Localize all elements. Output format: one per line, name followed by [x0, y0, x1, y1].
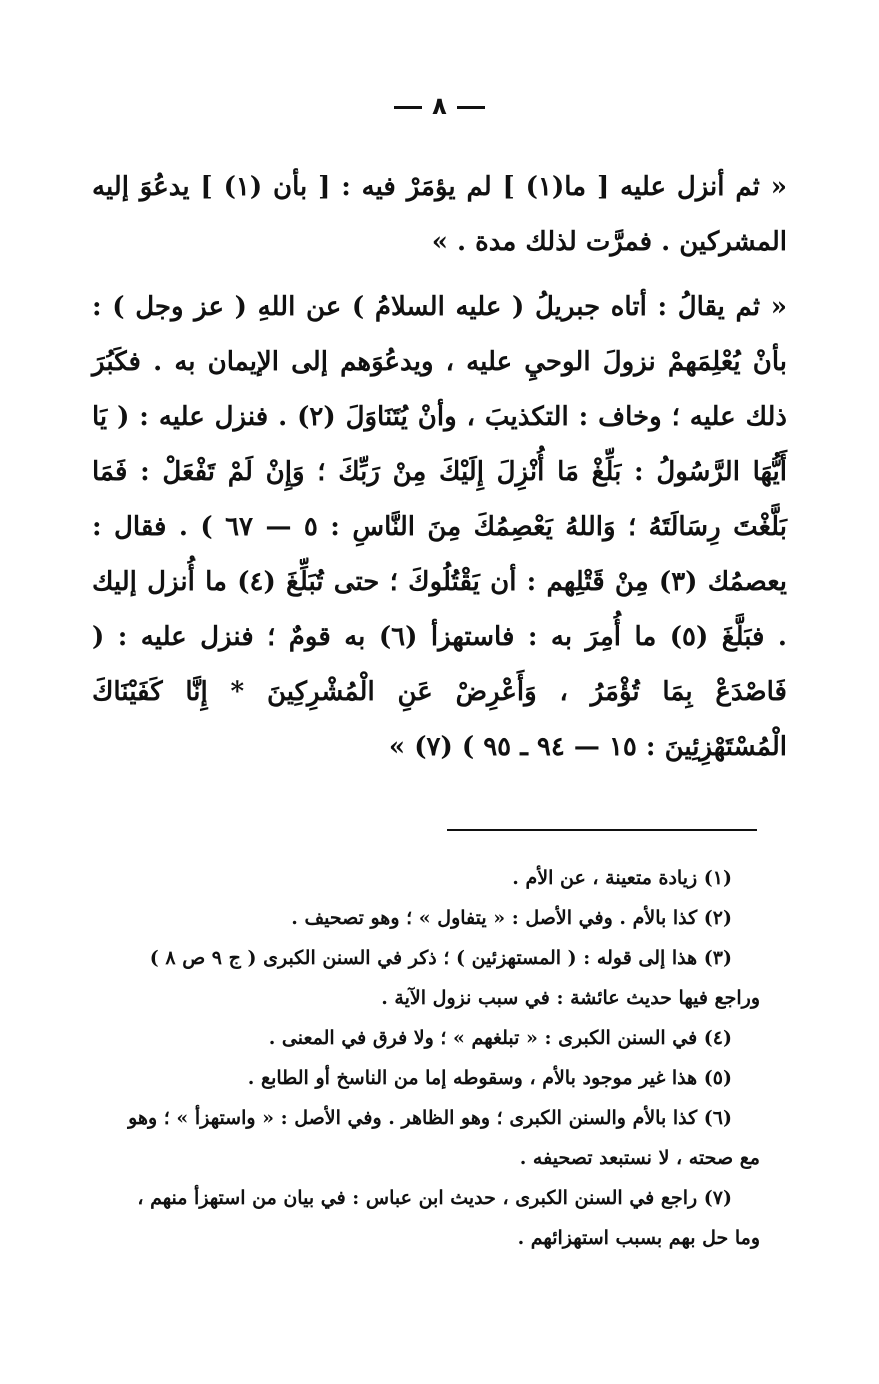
footnote-5-text: (٥) هذا غير موجود بالأم ، وسقوطه إما من الناسخ أو الطابع . [247, 1067, 732, 1089]
footnote-1 [72, 858, 732, 898]
page-number-value: ٨ [432, 92, 447, 120]
footnote-2 [72, 898, 732, 938]
footnote-1-text: (١) زيادة متعينة ، عن الأم . [512, 867, 732, 889]
main-text [92, 160, 787, 785]
footnote-2-text: (٢) كذا بالأم . وفي الأصل : « يتفاول » ؛ وهو تصحيف . [291, 907, 732, 929]
footnote-7 [72, 1178, 760, 1258]
footnotes [72, 858, 760, 1258]
page-number-dash-left [394, 106, 422, 109]
footnote-3-continuation: وراجع فيها حديث عائشة : في سبب نزول الآية . [381, 987, 760, 1009]
footnote-5 [72, 1058, 732, 1098]
footnote-4 [72, 1018, 732, 1058]
page-number-dash-right [457, 106, 485, 109]
paragraph-2: « ثم يقالُ : أتاه جبريلُ ( عليه السلامُ ) عن اللهِ ( عز وجل ) : بأنْ يُعْلِمَهمْ نزولَ الوحيِ عليه ، ويدعُوَهم إلى الإيمان به . فكَبُرَ ذلك عليه ؛ وخاف : التكذيبَ ، وأنْ يُتَنَاوَلَ (٢) . فنزل عليه : ( يَا أَيُّهَا الرَّسُولُ : بَلِّغْ مَا أُنْزِلَ إِلَيْكَ مِنْ رَبِّكَ ؛ وَإِنْ لَمْ تَفْعَلْ : فَمَا بَلَّغْتَ رِسَالَتَهُ ؛ وَاللهُ يَعْصِمُكَ مِنَ النَّاسِ : ٥ — ٦٧ ) . فقال : يعصمُك (٣) مِنْ قَتْلِهم : أن يَقْتُلُوكَ ؛ حتى تُبَلِّغَ (٤) ما أُنزل إليك . فبَلَّغَ (٥) ما أُمِرَ به : فاستهزأ (٦) به قومٌ ؛ فنزل عليه : ( فَاصْدَعْ بِمَا تُؤْمَرُ ، وَأَعْرِضْ عَنِ الْمُشْرِكِينَ * إِنَّا كَفَيْنَاكَ الْمُسْتَهْزِئِينَ : ١٥ — ٩٤ ـ ٩٥ ) (٧) » [92, 292, 787, 762]
page-number [0, 92, 879, 120]
footnote-6-text: (٦) كذا بالأم والسنن الكبرى ؛ وهو الظاهر . وفي الأصل : « واستهزأ » ؛ وهو [128, 1107, 732, 1129]
footnote-7-text: (٧) راجع في السنن الكبرى ، حديث ابن عباس : في بيان من استهزأ منهم ، [137, 1187, 732, 1209]
footnote-divider [447, 829, 757, 831]
footnote-6 [72, 1098, 760, 1178]
footnote-3 [72, 938, 760, 1018]
paragraph-1: « ثم أنزل عليه [ ما(١) ] لم يؤمَرْ فيه : [ بأن (١) ] يدعُوَ إليه المشركين . فمرَّت لذلك مدة . » [92, 172, 787, 257]
footnote-6-continuation: مع صحته ، لا نستبعد تصحيفه . [519, 1147, 760, 1169]
footnote-4-text: (٤) في السنن الكبرى : « تبلغهم » ؛ ولا فرق في المعنى . [268, 1027, 732, 1049]
footnote-7-continuation: وما حل بهم بسبب استهزائهم . [517, 1227, 760, 1249]
footnote-3-text: (٣) هذا إلى قوله : ( المستهزئين ) ؛ ذكر في السنن الكبرى ( ج ٩ ص ٨ ) [149, 947, 732, 969]
